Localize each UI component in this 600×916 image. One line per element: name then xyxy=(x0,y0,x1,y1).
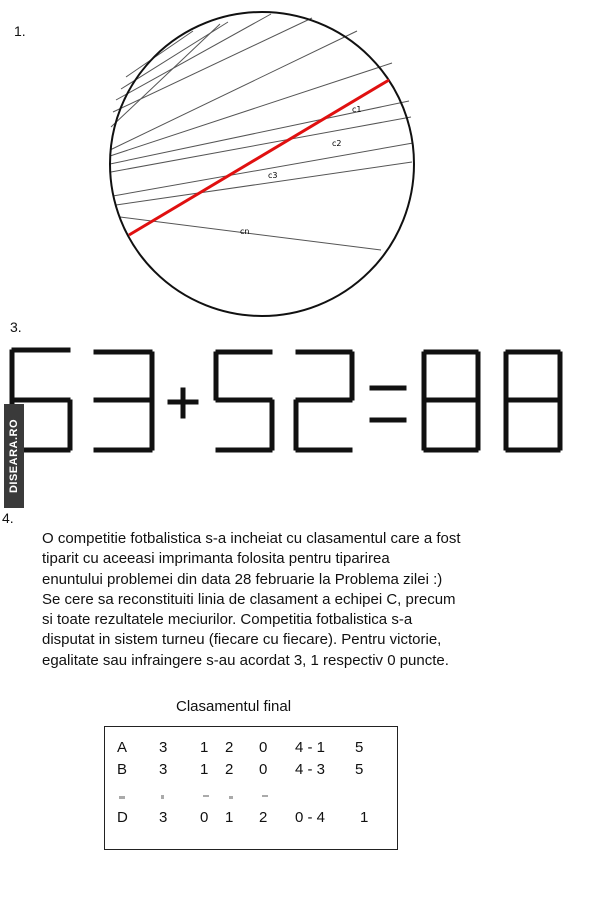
standings-table xyxy=(104,726,398,850)
played-cell: 3 xyxy=(159,739,168,756)
problem-4-statement xyxy=(42,529,542,671)
team-cell: D xyxy=(117,809,128,826)
watermark-text: DISEARA.RO xyxy=(8,418,20,494)
problem-3-number: 3. xyxy=(10,319,22,335)
team-cell: A xyxy=(117,739,128,756)
statement-line: egalitate sau infraingere s-au acordat 3, 1 respectiv 0 puncte. xyxy=(42,651,449,669)
statement-line: enuntului problemei din data 28 februarie la Problema zilei :) xyxy=(42,570,443,588)
draws-cell: 2 xyxy=(225,761,234,778)
draws-cell: 2 xyxy=(225,739,234,756)
points-cell: 1 xyxy=(360,809,369,826)
chord-lines xyxy=(110,14,413,250)
table-row xyxy=(105,739,397,759)
statement-line: si toate rezultatele meciurilor. Competitia fotbalistica s-a xyxy=(42,611,413,629)
circle-chords-figure xyxy=(0,0,600,320)
table-title: Clasamentul final xyxy=(176,698,292,715)
problem-1-number: 1. xyxy=(14,23,26,39)
draws-cell: 1 xyxy=(225,809,234,826)
played-cell: 3 xyxy=(159,809,168,826)
highlight-chord xyxy=(129,80,389,235)
wins-cell: 1 xyxy=(200,739,209,756)
watermark-badge xyxy=(4,404,24,508)
goals-cell: 4 - 3 xyxy=(295,761,326,778)
table-row xyxy=(105,761,397,781)
chord-label: c3 xyxy=(268,171,278,180)
goals-cell: 0 - 4 xyxy=(295,809,326,826)
wins-cell: 0 xyxy=(200,809,209,826)
statement-line: tiparit cu aceeasi imprimanta folosita pentru tiparirea xyxy=(42,550,390,568)
losses-cell: 0 xyxy=(259,761,268,778)
chord-label: cn xyxy=(240,227,250,236)
statement-line: Se cere sa reconstituiti linia de clasament a echipei C, precum xyxy=(42,590,456,608)
chord-label: c2 xyxy=(332,139,342,148)
goals-cell: 4 - 1 xyxy=(295,739,326,756)
problem-4-number: 4. xyxy=(2,510,14,526)
faded-row-c xyxy=(105,787,397,795)
statement-line: disputat in sistem turneu (fiecare cu fiecare). Pentru victorie, xyxy=(42,631,442,649)
matchstick-equation xyxy=(0,340,600,470)
points-cell: 5 xyxy=(355,761,364,778)
losses-cell: 0 xyxy=(259,739,268,756)
losses-cell: 2 xyxy=(259,809,268,826)
team-cell: B xyxy=(117,761,128,778)
wins-cell: 1 xyxy=(200,761,209,778)
table-row xyxy=(105,809,397,829)
statement-line: O competitie fotbalistica s-a incheiat cu clasamentul care a fost xyxy=(42,530,461,547)
played-cell: 3 xyxy=(159,761,168,778)
points-cell: 5 xyxy=(355,739,364,756)
chord-label: c1 xyxy=(352,105,362,114)
